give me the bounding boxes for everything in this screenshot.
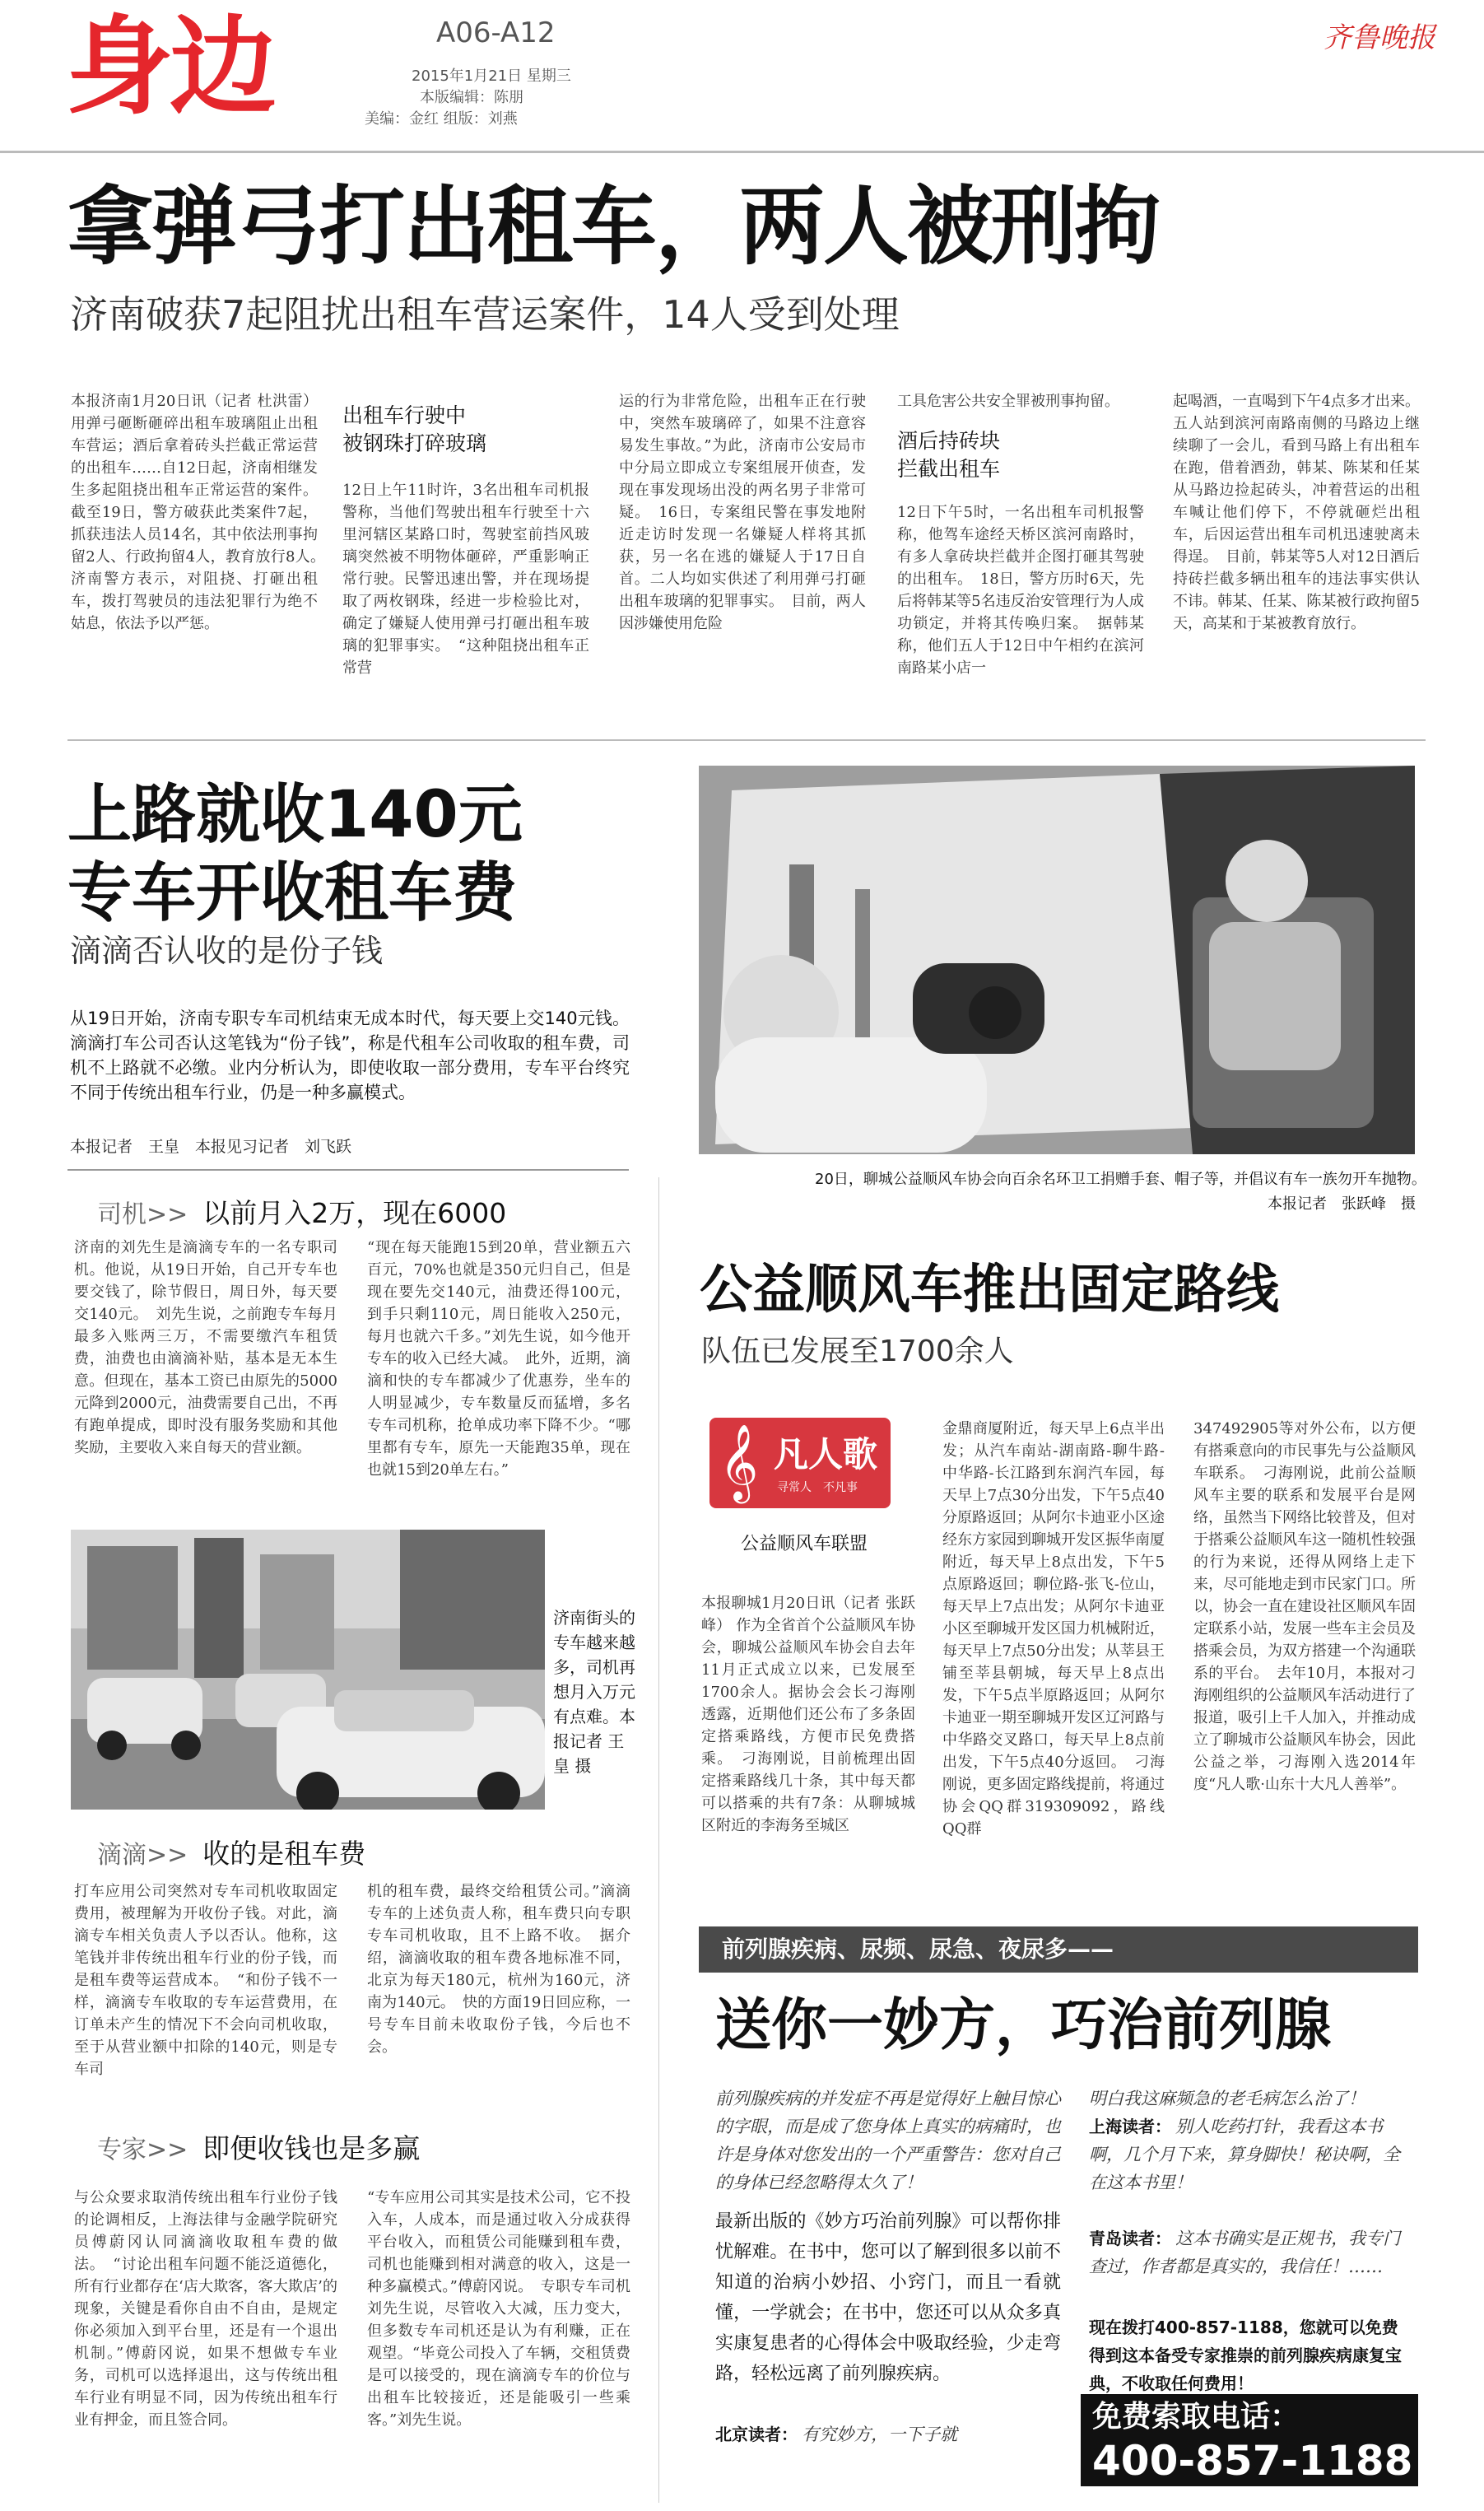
article2-headline1: 上路就收140元 — [67, 778, 523, 852]
section-expert-head — [97, 2127, 420, 2166]
section-driver-head — [97, 1192, 506, 1231]
article3-col2: 金鼎商厦附近，每天早上6点半出发；从汽车南站-湖南路-聊牛路-中华路-长江路到东润汽车园，每天早上7点30分出发，下午5点40分原路返回；从阿尔卡迪亚小区途经东方家园到聊城开发区振华南厦附近，每天早上8点出发，下午5点原路返回；聊位路-张飞-位山，每天早上7点出发；从阿尔卡迪亚小区至聊城开发区国力机械附近，每天早上7点50分出发；从莘县王铺至莘县朝城，每天早上8点出发，下午5点半原路返回；从阿尔卡迪亚一期至聊城开发区辽河路与中华路交叉路口，每天早上8点前出发，下午5点40分返回。 刁海刚说，更多固定路线提前，将通过协会QQ群319309092，路线QQ群 — [942, 1420, 1165, 1838]
article3-col1: 本报聊城1月20日讯（记者 张跃峰） 作为全省首个公益顺风车协会，聊城公益顺风车协会自去年11月正式成立以来，已发展至1700余人。据协会会长刁海刚透露，近期他们还公布了多条固定搭乘路线，方便市民免费搭乘。 刁海刚说，目前梳理出固定搭乘路线几十条，其中每天都可以搭乘的共有7条：从聊城城区附近的李海务至城区 — [701, 1595, 915, 1834]
ad-qingdao-label: 青岛读者： — [1089, 2229, 1171, 2248]
ad-box — [699, 1926, 1418, 2486]
article3-col3: 347492905等对外公布，以方便有搭乘意向的市民事先与公益顺风车联系。 刁海刚说，此前公益顺风车主要的联系和发展平台是网络，虽然当下网络比较普及，但对于搭乘公益顺风车这一随机性较强的行为来说，还得从网络上走下来，尽可能地走到市民家门口。所以，协会一直在建设社区顺风车固定联系小站，发展一些车主会员及搭乘会员，为双方搭建一个沟通联系的平台。 去年10月，本报对刁海刚组织的公益顺风车活动进行了报道，吸引上千人加入，并推动成立了聊城市公益顺风车协会，因此公益之举，刁海刚入选2014年度“凡人歌·山东十大凡人善举”。 — [1193, 1420, 1416, 1793]
photo-taxi-caption: 济南街头的专车越来越多，司机再想月入万元有点难。本报记者 王皇 摄 — [553, 1608, 635, 1776]
ad-qingdao-text: 这本书确实是正规书，我专门查过，作者都是真实的，我信任！…… — [1089, 2229, 1401, 2276]
page-range: A06-A12 — [436, 16, 556, 49]
ad-phone-number[interactable]: 400-857-1188 — [1092, 2437, 1413, 2485]
volunteers-illustration — [699, 766, 1415, 1154]
ad-beijing-label: 北京读者： — [715, 2425, 798, 2444]
article1-divider — [67, 739, 1426, 741]
ad-shanghai-review — [1089, 2113, 1410, 2197]
fanrenge-logo-text: 凡人歌 — [774, 1434, 878, 1474]
ad-phone-box[interactable] — [1081, 2394, 1418, 2486]
article2-deck: 滴滴否认收的是份子钱 — [70, 933, 384, 969]
article1-col3: 运的行为非常危险，出租车正在行驶中，突然车玻璃碎了，如果不注意容易发生事故。”为此，济南市公安局市中分局立即成立专案组展开侦查，发现在事发现场出没的两名男子非常可疑。 16日，专案组民警在事发地附近走访时发现一名嫌疑人样将其抓获，另一名在逃的嫌疑人于17日自首。二人均如实供述了利用弹弓打砸出租车玻璃的犯罪事实。 目前，两人因涉嫌使用危险 — [619, 393, 866, 632]
ad-paragraph3: 明白我这麻频急的老毛病怎么治了！ — [1089, 2089, 1365, 2108]
photo-volunteers-credit: 本报记者 张跃峰 摄 — [1268, 1195, 1416, 1213]
article2-byline: 本报记者 王皇 本报见习记者 刘飞跃 — [70, 1138, 352, 1156]
section-title: 身边 — [66, 4, 274, 129]
article1-col4-text: 12日下午5时，一名出租车司机报警称，他驾车途经天桥区滨河南路时，有多人拿砖块拦截并企图打砸其驾驶的出租车。 18日，警方历时6天，先后将韩某等5名违反治安管理行为人成功锁定，并将其传唤归案。 据韩某称，他们五人于12日中午相约在滨河南路某小店一 — [897, 504, 1144, 677]
section-driver-title: 以前月入2万，现在6000 — [202, 1197, 507, 1229]
article1-col2-subhead: 出租车行驶中 — [342, 403, 467, 427]
article1-headline: 拿弹弓打出租车，两人被刑拘 — [67, 176, 1160, 277]
article2-headline2: 专车开收租车费 — [67, 856, 518, 930]
ad-qingdao-review — [1089, 2224, 1410, 2280]
fanrenge-logo — [709, 1418, 891, 1508]
article3-deck: 队伍已发展至1700余人 — [701, 1335, 1014, 1368]
photo-volunteers-caption: 20日，聊城公益顺风车协会向百余名环卫工捐赠手套、帽子等，并倡议有车一族勿开车抛物。 — [815, 1171, 1426, 1188]
article1-col2-subhead2: 被钢珠打碎玻璃 — [342, 431, 487, 455]
photo-taxi-street — [71, 1530, 545, 1810]
section-expert-title: 即便收钱也是多赢 — [202, 2132, 421, 2164]
article1-col2-text: 12日上午11时许，3名出租车司机报警称，当他们驾驶出租车行驶至十六里河辖区某路口时，驾驶室前挡风玻璃突然被不明物体砸碎，严重影响正常行驶。民警迅速出警，并在现场提取了两枚钢珠，经进一步检验比对，确定了嫌疑人使用弹弓打砸出租车玻璃的犯罪事实。 “这种阻挠出租车正常营 — [342, 482, 589, 677]
article1-col4-subhead: 酒后持砖块 — [897, 429, 1001, 453]
design-credit: 美编：金红 组版：刘燕 — [365, 110, 518, 128]
section-didi-title: 收的是租车费 — [202, 1838, 366, 1870]
section-didi-head — [97, 1833, 365, 1871]
article2-byline-divider — [67, 1169, 629, 1171]
ad-shanghai-label: 上海读者： — [1089, 2117, 1171, 2136]
article2-lead: 从19日开始，济南专职专车司机结束无成本时代，每天要上交140元钱。滴滴打车公司否认这笔钱为“份子钱”，称是代租车公司收取的租车费，司机不上路就不必缴。业内分析认为，即使收取一部分费用，专车平台终究不同于传统出租车行业，仍是一种多赢模式。 — [70, 1009, 630, 1102]
taxi-street-illustration — [71, 1530, 545, 1810]
section-expert-col2: “专车应用公司其实是技术公司，它不投入车，人成本，而是通过收入分成获得平台收入，而租赁公司能赚到租车费，司机也能赚到相对满意的收入，这是一种多赢模式。”傅蔚冈说。 专职专车司机刘先生说，尽管收入大减，压力变大，但多数专车司机还是认为有利赚，正在观望。“毕竟公司投入了车辆，交租赁费是可以接受的，现在滴滴专车的价位与出租车比较接近，还是能吸引一些乘客。”刘先生说。 — [367, 2189, 630, 2429]
column-divider — [658, 1177, 659, 2503]
section-driver-col2: “现在每天能跑15到20单，营业额五六百元，70%也就是350元归自己，但是现在要先交140元，油费还得100元，到手只剩110元，周日能收入250元，每月也就六千多。”刘先生说，如今他开专车的收入已经大减。 此外，近期，滴滴和快的专车都减少了优惠券，坐车的人明显减少，专车数量反而猛增，多名专车司机称，抢单成功率下降不少。“哪里都有专车，原先一天能跑35单，现在也就15到20单左右。” — [367, 1239, 630, 1479]
ad-paragraph2: 最新出版的《妙方巧治前列腺》可以帮你排忧解难。在书中，您可以了解到很多以前不知道的治病小妙招、小窍门，而且一看就懂，一学就会；在书中，您还可以从众多真实康复患者的心得体会中吸取经验，少走弯路，轻松远离了前列腺疾病。 — [715, 2211, 1061, 2384]
ad-headline: 送你一妙方，巧治前列腺 — [715, 1993, 1332, 2058]
ad-paragraph1: 前列腺疾病的并发症不再是觉得好上触目惊心的字眼，而是成了您身体上真实的病痛时，也许是身体对您发出的一个严重警告：您对自己的身体已经忽略得太久了！ — [715, 2089, 1061, 2192]
article1-col2 — [342, 402, 589, 679]
article1-col4-pre: 工具危害公共安全罪被刑事拘留。 — [897, 393, 1119, 410]
photo-volunteers — [699, 766, 1415, 1154]
fanrenge-logo-caption: 公益顺风车联盟 — [741, 1534, 868, 1554]
masthead — [0, 0, 1484, 156]
editor-credit: 本版编辑：陈朋 — [420, 89, 523, 106]
article3-headline: 公益顺风车推出固定路线 — [700, 1260, 1279, 1321]
article1-col5: 起喝酒，一直喝到下午4点多才出来。五人站到滨河南路南侧的马路边上继续聊了一会儿，看到马路上有出租车在跑，借着酒劲，韩某、陈某和任某从马路边捡起砖头，冲着营运的出租车喊让他们停下，不停就砸烂出租车，后因运营出租车司机迅速驶离未得逞。 目前，韩某等5人对12日酒后持砖拦截多辆出租车的违法事实供认不讳。韩某、任某、陈某被行政拘留5天，高某和于某被教育放行。 — [1173, 393, 1420, 632]
section-expert-col1: 与公众要求取消传统出租车行业份子钱的论调相反，上海法律与金融学院研究员傅蔚冈认同滴滴收取租车费的做法。 “讨论出租车问题不能泛道德化，所有行业都存在‘店大欺客，客大欺店’的现象，关键是看你自由不自由，是规定你必须加入到平台里，还是有一个退出机制。”傅蔚冈说，如果不想做专车业务，司机可以选择退出，这与传统出租车行业有明显不同，因为传统出租车行业有押金，而且签合同。 — [74, 2189, 337, 2429]
article1-subhead: 济南破获7起阻扰出租车营运案件，14人受到处理 — [70, 292, 900, 337]
fanrenge-logo-slogan: 寻常人 不凡事 — [777, 1481, 858, 1494]
ad-shanghai-text: 别人吃药打针，我看这本书啊，几个月下来，算身脚快！秘诀啊，全在这本书里！ — [1089, 2117, 1400, 2192]
article1-col4-subhead2: 拦截出租车 — [897, 457, 1001, 481]
section-driver-label: 司机>> — [97, 1200, 188, 1229]
article1-col1: 本报济南1月20日讯（记者 杜洪雷） 用弹弓砸断砸碎出租车玻璃阻止出租车营运；酒后拿着砖头拦截正常运营的出租车……自12日起，济南相继发生多起阻挠出租车正常运营的案件。截至19日，警方破获此类案件7起，抓获违法人员14名，其中依法刑事拘留2人、行政拘留4人，教育放行8人。 济南警方表示，对阻挠、打砸出租车，拨打驾驶员的违法犯罪行为绝不姑息，依法予以严惩。 — [71, 393, 333, 632]
ad-call-to-action: 现在拨打400-857-1188，您就可以免费得到这本备受专家推崇的前列腺疾病康复宝典，不收取任何费用！ — [1089, 2318, 1402, 2393]
article1-col4 — [897, 390, 1144, 679]
section-didi-col1: 打车应用公司突然对专车司机收取固定费用，被理解为开收份子钱。对此，滴滴专车相关负责人予以否认。他称，这笔钱并非传统出租车行业的份子钱，而是租车费等运营成本。 “和份子钱不一样，滴滴专车收取的专车运营费用，在订单未产生的情况下不会向司机收取，至于从营业额中扣除的140元，则是专车司 — [74, 1883, 337, 2078]
ad-tagline-bar — [699, 1926, 1418, 1973]
masthead-divider — [0, 151, 1484, 153]
ad-phone-label: 免费索取电话： — [1092, 2400, 1300, 2434]
ad-tagline: 前列腺疾病、尿频、尿急、夜尿多—— — [722, 1936, 1114, 1963]
section-driver-col1: 济南的刘先生是滴滴专车的一名专职司机。他说，从19日开始，自己开专车也要交钱了，除节假日，周日外，每天要交140元。 刘先生说，之前跑专车每月最多入账两三万，不需要缴汽车租赁费，油费也由滴滴补贴，基本是无本生意。但现在，基本工资已由原先的5000元降到2000元，油费需要自己出，不再有跑单提成，即时没有服务奖励和其他奖励，主要收入来自每天的营业额。 — [74, 1239, 337, 1456]
issue-date: 2015年1月21日 星期三 — [412, 68, 571, 85]
section-didi-col2: 机的租车费，最终交给租赁公司。”滴滴专车的上述负责人称，租车费只向专职专车司机收取，且不上路不收。 据介绍，滴滴收取的租车费各地标准不同，北京为每天180元，杭州为160元，济南为140元。 快的方面19日回应称，一号专车目前未收取份子钱，今后也不会。 — [367, 1883, 630, 2056]
section-expert-label: 专家>> — [97, 2135, 188, 2164]
section-didi-label: 滴滴>> — [97, 1840, 188, 1870]
ad-beijing-review — [715, 2420, 1061, 2448]
newspaper-logo: 齐鲁晚报 — [1324, 21, 1435, 54]
treble-clef-icon: 𝄞 — [719, 1423, 759, 1500]
ad-beijing-text: 有究妙方，一下子就 — [802, 2425, 958, 2444]
